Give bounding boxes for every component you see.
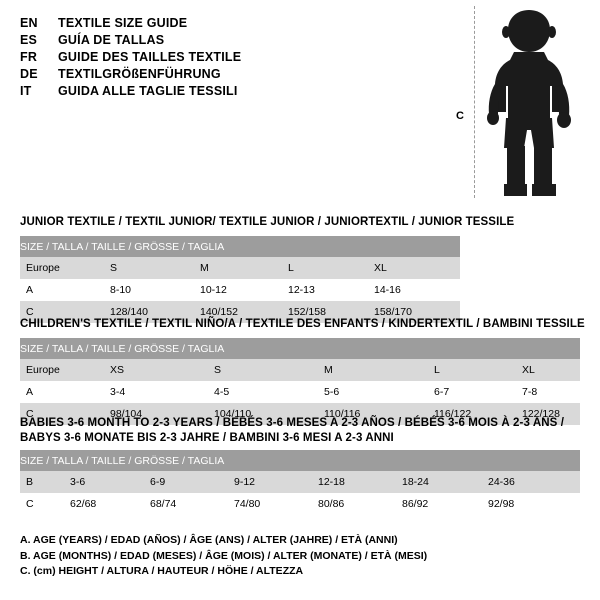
table-row: [20, 279, 460, 301]
section-title-children: CHILDREN'S TEXTILE / TEXTIL NIÑO/A / TEXTILE DES ENFANTS / KINDERTEXTIL / BAMBINI TESSILE: [20, 318, 585, 330]
table-babies-row-c-0: 62/68: [70, 493, 150, 515]
table-junior-row-c-label: C: [20, 301, 110, 323]
section-title-junior: JUNIOR TEXTILE / TEXTIL JUNIOR/ TEXTILE JUNIOR / JUNIORTEXTIL / JUNIOR TESSILE: [20, 216, 515, 228]
table-children-column-row: [20, 359, 580, 381]
table-junior-row-c-2: 152/158: [288, 301, 374, 323]
language-code-es: ES: [20, 33, 38, 47]
table-children-row-a-1: 4-5: [214, 381, 324, 403]
table-junior-row-c-3: 158/170: [374, 301, 460, 323]
table-children-row-a-2: 5-6: [324, 381, 434, 403]
figure-area: [448, 6, 588, 201]
table-junior-row-a-1: 10-12: [200, 279, 288, 301]
table-children-row-a-3: 6-7: [434, 381, 522, 403]
table-children-subheader: SIZE / TALLA / TAILLE / GRÖSSE / TAGLIA: [20, 338, 580, 359]
table-row: [20, 381, 580, 403]
table-children-row-c-3: 116/122: [434, 403, 522, 425]
table-children-row-c-2: 110/116: [324, 403, 434, 425]
language-code-it: IT: [20, 84, 32, 98]
table-junior-col-2: M: [200, 257, 288, 279]
table-junior-col-3: L: [288, 257, 374, 279]
table-children-col-0: Europe: [20, 359, 110, 381]
table-babies: [20, 450, 580, 515]
header-row-es: [20, 33, 440, 47]
table-babies-row-b-label: B: [20, 471, 70, 493]
table-children-row-c-4: 122/128: [522, 403, 580, 425]
header-title-it: GUIDA ALLE TAGLIE TESSILI: [58, 84, 238, 98]
table-babies-row-c-1: 68/74: [150, 493, 234, 515]
table-babies-row-c-4: 86/92: [402, 493, 488, 515]
table-babies-row-c-5: 92/98: [488, 493, 580, 515]
table-children-col-4: L: [434, 359, 522, 381]
header-title-es: GUÍA DE TALLAS: [58, 33, 165, 47]
table-junior-row-c-0: 128/140: [110, 301, 200, 323]
table-children-row-a-0: 3-4: [110, 381, 214, 403]
table-junior-column-row: [20, 257, 460, 279]
height-measure-line: [474, 6, 475, 198]
table-row: [20, 493, 580, 515]
table-junior: [20, 236, 460, 323]
table-junior-subheader: SIZE / TALLA / TAILLE / GRÖSSE / TAGLIA: [20, 236, 460, 257]
table-junior-row-a-label: A: [20, 279, 110, 301]
table-babies-row-b-0: 3-6: [70, 471, 150, 493]
header-title-en: TEXTILE SIZE GUIDE: [58, 16, 188, 30]
section-title-babies-line1: BABIES 3-6 MONTH TO 2-3 YEARS / BEBÉS 3-6 MESES A 2-3 AÑOS / BÉBÉS 3-6 MOIS À 2-3 ANS /: [20, 417, 564, 429]
table-children-col-2: S: [214, 359, 324, 381]
table-children-col-1: XS: [110, 359, 214, 381]
table-children-row-c-1: 104/110: [214, 403, 324, 425]
height-measure-label: C: [456, 110, 464, 122]
table-babies-subheader: SIZE / TALLA / TAILLE / GRÖSSE / TAGLIA: [20, 450, 580, 471]
header-row-de: [20, 67, 440, 81]
table-babies-subheader-row: [20, 450, 580, 471]
table-children-row-c-0: 98/104: [110, 403, 214, 425]
table-children-subheader-row: [20, 338, 580, 359]
legend: [20, 533, 427, 580]
table-junior-subheader-row: [20, 236, 460, 257]
language-code-fr: FR: [20, 50, 38, 64]
header-row-en: [20, 16, 440, 30]
table-junior-row-c-1: 140/152: [200, 301, 288, 323]
language-code-en: EN: [20, 16, 38, 30]
toddler-silhouette-icon: [478, 8, 578, 205]
legend-item-c: C. (cm) HEIGHT / ALTURA / HAUTEUR / HÖHE / ALTEZZA: [20, 565, 304, 577]
section-title-babies-line2: BABYS 3-6 MONATE BIS 2-3 JAHRE / BAMBINI 3-6 MESI A 2-3 ANNI: [20, 432, 394, 444]
table-children: [20, 338, 580, 425]
header-row-it: [20, 84, 440, 98]
table-babies-row-b-5: 24-36: [488, 471, 580, 493]
table-babies-row-b-1: 6-9: [150, 471, 234, 493]
table-junior-row-a-0: 8-10: [110, 279, 200, 301]
table-junior-col-4: XL: [374, 257, 460, 279]
table-children-col-5: XL: [522, 359, 580, 381]
header-title-fr: GUIDE DES TAILLES TEXTILE: [58, 50, 242, 64]
language-code-de: DE: [20, 67, 38, 81]
legend-item-b: B. AGE (MONTHS) / EDAD (MESES) / ÂGE (MOIS) / ALTER (MONATE) / ETÀ (MESI): [20, 549, 428, 562]
table-junior-row-a-2: 12-13: [288, 279, 374, 301]
table-babies-row-b-3: 12-18: [318, 471, 402, 493]
table-children-row-a-label: A: [20, 381, 110, 403]
table-junior-col-0: Europe: [20, 257, 110, 279]
table-row: [20, 471, 580, 493]
table-children-col-3: M: [324, 359, 434, 381]
table-babies-row-c-label: C: [20, 493, 70, 515]
table-children-row-c-label: C: [20, 403, 110, 425]
table-junior-col-1: S: [110, 257, 200, 279]
table-children-row-a-4: 7-8: [522, 381, 580, 403]
legend-item-a: A. AGE (YEARS) / EDAD (AÑOS) / ÂGE (ANS) / ALTER (JAHRE) / ETÀ (ANNI): [20, 534, 398, 546]
table-babies-row-b-4: 18-24: [402, 471, 488, 493]
header-row-fr: [20, 50, 440, 64]
table-babies-row-c-3: 80/86: [318, 493, 402, 515]
table-babies-row-c-2: 74/80: [234, 493, 318, 515]
table-junior-row-a-3: 14-16: [374, 279, 460, 301]
header: [20, 16, 440, 101]
header-title-de: TEXTILGRÖßENFÜHRUNG: [58, 67, 221, 81]
table-babies-row-b-2: 9-12: [234, 471, 318, 493]
section-title-babies: [20, 416, 564, 446]
